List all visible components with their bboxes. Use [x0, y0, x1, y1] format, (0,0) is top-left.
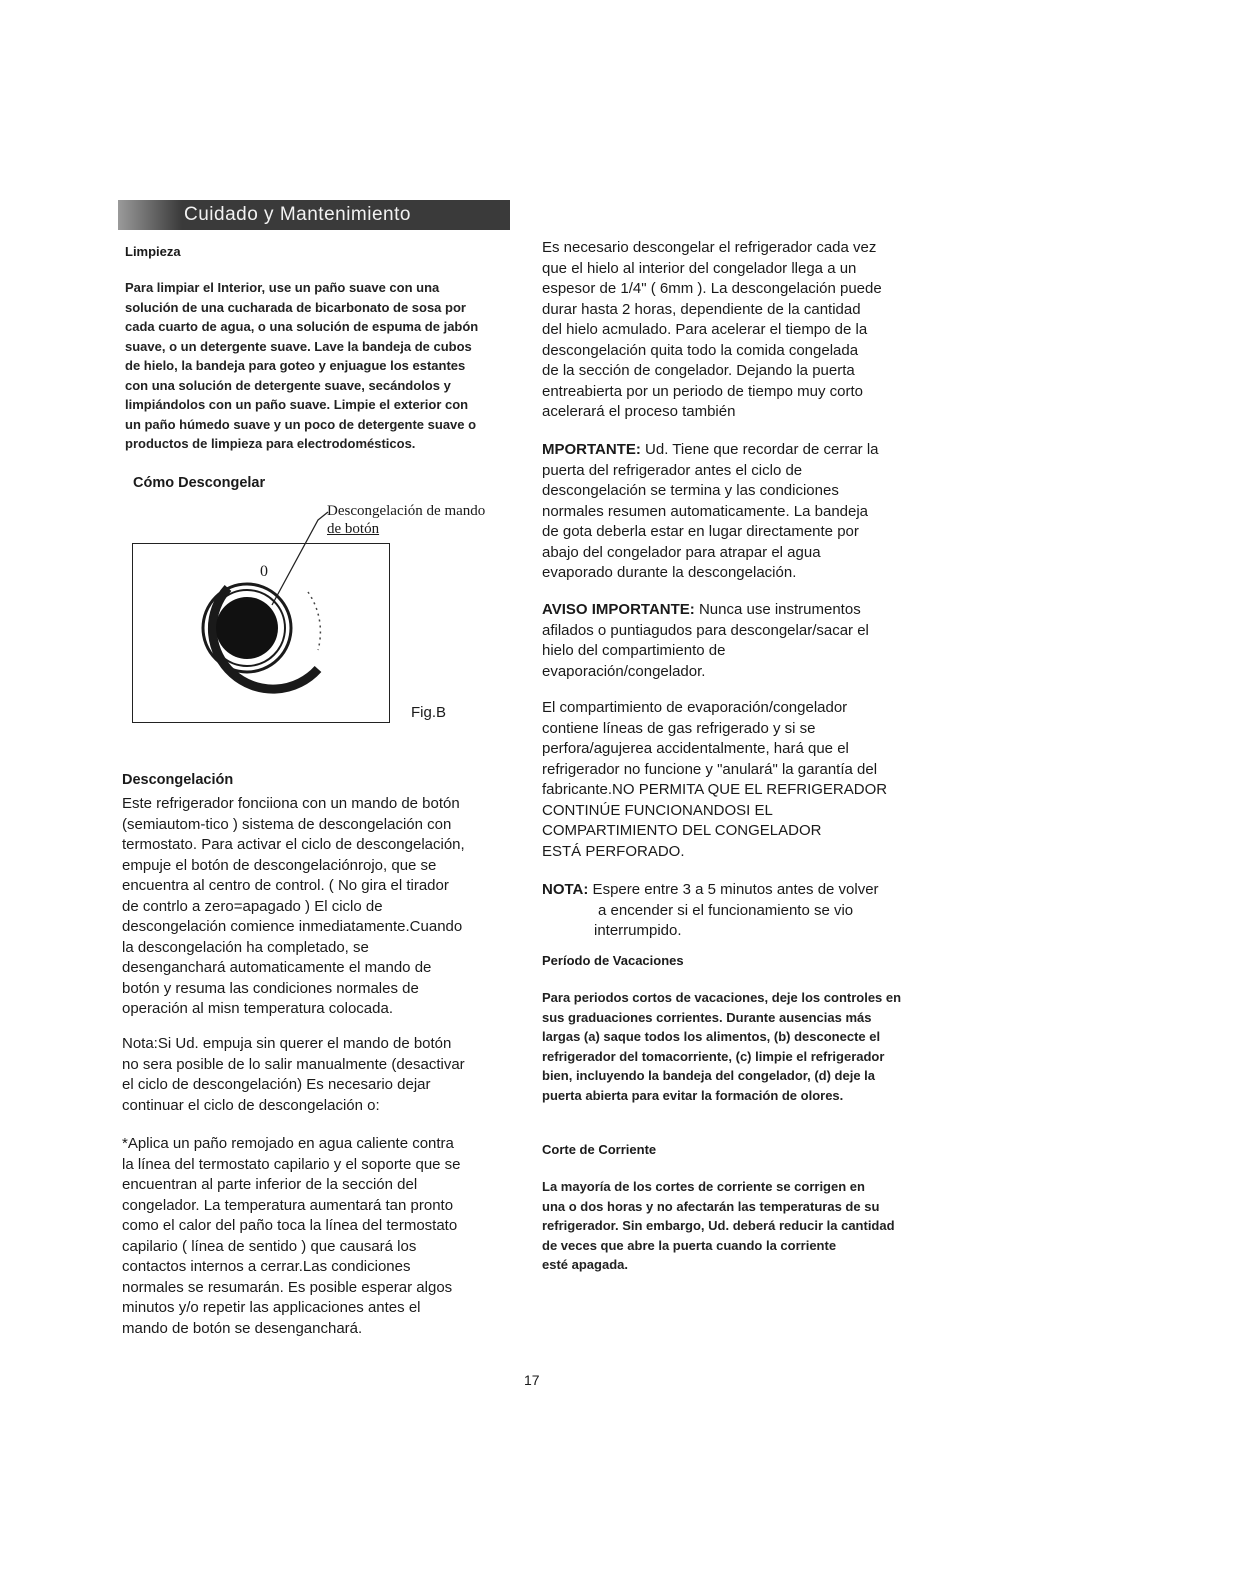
corte-heading: Corte de Corriente: [542, 1142, 657, 1157]
callout-leader-line: [272, 512, 328, 605]
text-line: entreabierta por un periodo de tiempo muy corto: [542, 382, 864, 400]
text-line: de gota deberla estar en lugar directamente por: [542, 523, 859, 540]
aplica-paragraph: [122, 1134, 532, 1339]
aviso-paragraph: [542, 600, 962, 682]
text-line: productos de limpieza para electrodomésticos.: [125, 436, 416, 451]
text-line: descongelación se termina y las condiciones: [542, 482, 839, 499]
text-line: operación al misn temperatura colocada.: [122, 1000, 393, 1017]
text-line: Para periodos cortos de vacaciones, deje los controles en: [542, 990, 902, 1005]
text-line: una o dos horas y no afectarán las temperaturas de su: [542, 1198, 880, 1214]
text-line: esté apagada.: [542, 1257, 628, 1272]
text-line: con una solución de detergente suave, secándolos y: [125, 377, 451, 393]
text-line: refrigerador no funcione y "anulará" la garantía del: [542, 760, 878, 778]
text-line: afilados o puntiagudos para descongelar/sacar el: [542, 621, 869, 639]
text-line: limpiándolos con un paño suave. Limpie el exterior con: [125, 397, 469, 412]
text-line: ESTÁ PERFORADO.: [542, 842, 685, 860]
text-line: encuentra al centro de control. ( No gira el tirador: [122, 877, 449, 894]
zero-label: 0: [260, 563, 268, 580]
text-line: que el hielo al interior del congelador llega a un: [542, 259, 857, 277]
text-line: congelador. La temperatura aumentará tan pronto: [122, 1196, 454, 1214]
banner-fade: [118, 200, 182, 230]
text-line: el ciclo de descongelación) Es necesario dejar: [122, 1076, 431, 1093]
text-line: capilario ( línea de sentido ) que causará los: [122, 1237, 417, 1255]
text-line: minutos y/o repetir las applicaciones antes el: [122, 1299, 421, 1316]
text-line: contactos internos a cerrar.Las condiciones: [122, 1258, 411, 1275]
importante-label: MPORTANTE:: [542, 441, 641, 458]
text-line: desenganchará automaticamente el mando de: [122, 959, 432, 976]
text-line: refrigerador del tomacorriente, (c) limpie el refrigerador: [542, 1048, 885, 1064]
como-descongelar-heading: Cómo Descongelar: [133, 475, 266, 491]
text-line: largas (a) saque todos los alimentos, (b) desconecte el: [542, 1029, 881, 1044]
descongelacion-heading: Descongelación: [122, 772, 234, 788]
corte-paragraph: [542, 1177, 962, 1275]
text-line: puerta abierta para evitar la formación de olores.: [542, 1087, 844, 1103]
text-line: Este refrigerador fonciiona con un mando de botón: [122, 795, 460, 812]
figure-caption: Fig.B: [411, 704, 447, 721]
text-line: COMPARTIMIENTO DEL CONGELADOR: [542, 822, 822, 839]
text-line: Nota:Si Ud. empuja sin querer el mando de botón: [122, 1035, 452, 1052]
text-line: sus graduaciones corrientes. Durante ausencias más: [542, 1009, 872, 1025]
text-line: [542, 880, 962, 901]
knob-center: [216, 597, 278, 659]
text-line: abajo del congelador para atrapar el agua: [542, 543, 821, 561]
nota-paragraph-left: [122, 1034, 532, 1116]
text-line: El compartimiento de evaporación/congelador: [542, 699, 848, 716]
text-line: mando de botón se desenganchará.: [122, 1319, 363, 1337]
knob-scale-dots: [308, 592, 320, 650]
text-line: como el calor del paño toca la línea del termostato: [122, 1217, 458, 1234]
text-line: termostato. Para activar el ciclo de descongelación,: [122, 836, 465, 853]
text-run: Nunca use instrumentos: [694, 601, 861, 618]
text-run: Ud. Tiene que recordar de cerrar la: [640, 441, 879, 458]
text-line: de hielo, la bandeja para goteo y enjuague los estantes: [125, 358, 466, 373]
text-run: Espere entre 3 a 5 minutos antes de volver: [588, 881, 879, 898]
text-line: a encender si el funcionamiento se vio: [598, 901, 854, 919]
descongelacion-paragraph: [122, 794, 532, 1020]
vacaciones-paragraph: [542, 988, 962, 1105]
text-line: normales resumen automaticamente. La bandeja: [542, 502, 869, 520]
text-line: normales se resumarán. Es posible esperar algos: [122, 1278, 453, 1296]
text-line: solución de una cucharada de bicarbonato de sosa por: [125, 299, 466, 315]
text-line: del hielo acmulado. Para acelerar el tiempo de la: [542, 321, 868, 338]
section-banner: [118, 200, 510, 230]
text-line: evaporación/congelador.: [542, 662, 706, 680]
text-line: de la sección de congelador. Dejando la puerta: [542, 362, 855, 379]
text-line: encuentran al parte inferior de la sección del: [122, 1176, 418, 1193]
text-line: Es necesario descongelar el refrigerador cada vez: [542, 239, 877, 256]
text-line: suave, o un detergente suave. Lave la bandeja de cubos: [125, 338, 472, 354]
text-line: descongelación comience inmediatamente.Cuando: [122, 918, 463, 935]
text-line: cada cuarto de agua, o una solución de espuma de jabón: [125, 319, 479, 334]
section-title: Cuidado y Mantenimiento: [184, 204, 411, 225]
text-line: de contrlo a zero=apagado ) El ciclo de: [122, 897, 383, 915]
aviso-label: AVISO IMPORTANTE:: [542, 601, 695, 618]
figure-callout: [327, 502, 485, 538]
text-line: (semiautom-tico ) sistema de descongelación con: [122, 815, 452, 833]
text-line: contiene líneas de gas refrigerado y si se: [542, 719, 816, 737]
text-line: evaporado durante la descongelación.: [542, 564, 797, 581]
text-line: descongelación quita todo la comida congelada: [542, 341, 859, 359]
text-line: espesor de 1/4" ( 6mm ). La descongelación puede: [542, 280, 882, 297]
text-line: [542, 600, 962, 621]
text-line: un paño húmedo suave y un poco de detergente suave o: [125, 416, 477, 432]
text-line: perfora/agujerea accidentalmente, hará que el: [542, 740, 849, 757]
text-line: [542, 440, 962, 461]
text-line: no sera posible de lo salir manualmente (desactivar: [122, 1055, 465, 1073]
text-line: *Aplica un paño remojado en agua caliente contra: [122, 1135, 454, 1152]
text-line: la línea del termostato capilario y el soporte que se: [122, 1155, 461, 1173]
intro-paragraph: [542, 238, 962, 423]
text-line: de veces que abre la puerta cuando la corriente: [542, 1237, 837, 1253]
text-line: continuar el ciclo de descongelación o:: [122, 1096, 380, 1114]
limpieza-paragraph: [125, 278, 525, 454]
text-line: botón y resuma las condiciones normales de: [122, 979, 419, 997]
callout-line: Descongelación de mando: [327, 503, 486, 519]
limpieza-heading: Limpieza: [125, 244, 181, 259]
importante-paragraph: [542, 440, 962, 584]
nota-label: NOTA:: [542, 881, 589, 898]
text-line: hielo del compartimiento de: [542, 642, 726, 659]
text-line: CONTINÚE FUNCIONANDOSI EL: [542, 801, 773, 819]
text-line: puerta del refrigerador antes el ciclo de: [542, 461, 803, 479]
nota-paragraph-right: [542, 880, 962, 942]
compartimiento-paragraph: [542, 698, 962, 862]
text-line: La mayoría de los cortes de corriente se corrigen en: [542, 1179, 865, 1194]
text-line: bien, incluyendo la bandeja del congelador, (d) deje la: [542, 1068, 876, 1083]
text-line: refrigerador. Sin embargo, Ud. deberá reducir la cantidad: [542, 1218, 895, 1233]
text-line: Para limpiar el Interior, use un paño suave con una: [125, 280, 440, 295]
text-line: la descongelación ha completado, se: [122, 938, 369, 956]
text-line: empuje el botón de descongelaciónrojo, que se: [122, 856, 437, 874]
text-line: durar hasta 2 horas, dependiente de la cantidad: [542, 300, 861, 318]
page-number: 17: [524, 1372, 540, 1388]
callout-line: de botón: [327, 521, 380, 537]
text-line: acelerará el proceso también: [542, 403, 736, 420]
vacaciones-heading: Período de Vacaciones: [542, 953, 684, 968]
text-line: interrumpido.: [594, 922, 682, 939]
text-line: fabricante.NO PERMITA QUE EL REFRIGERADOR: [542, 781, 888, 798]
